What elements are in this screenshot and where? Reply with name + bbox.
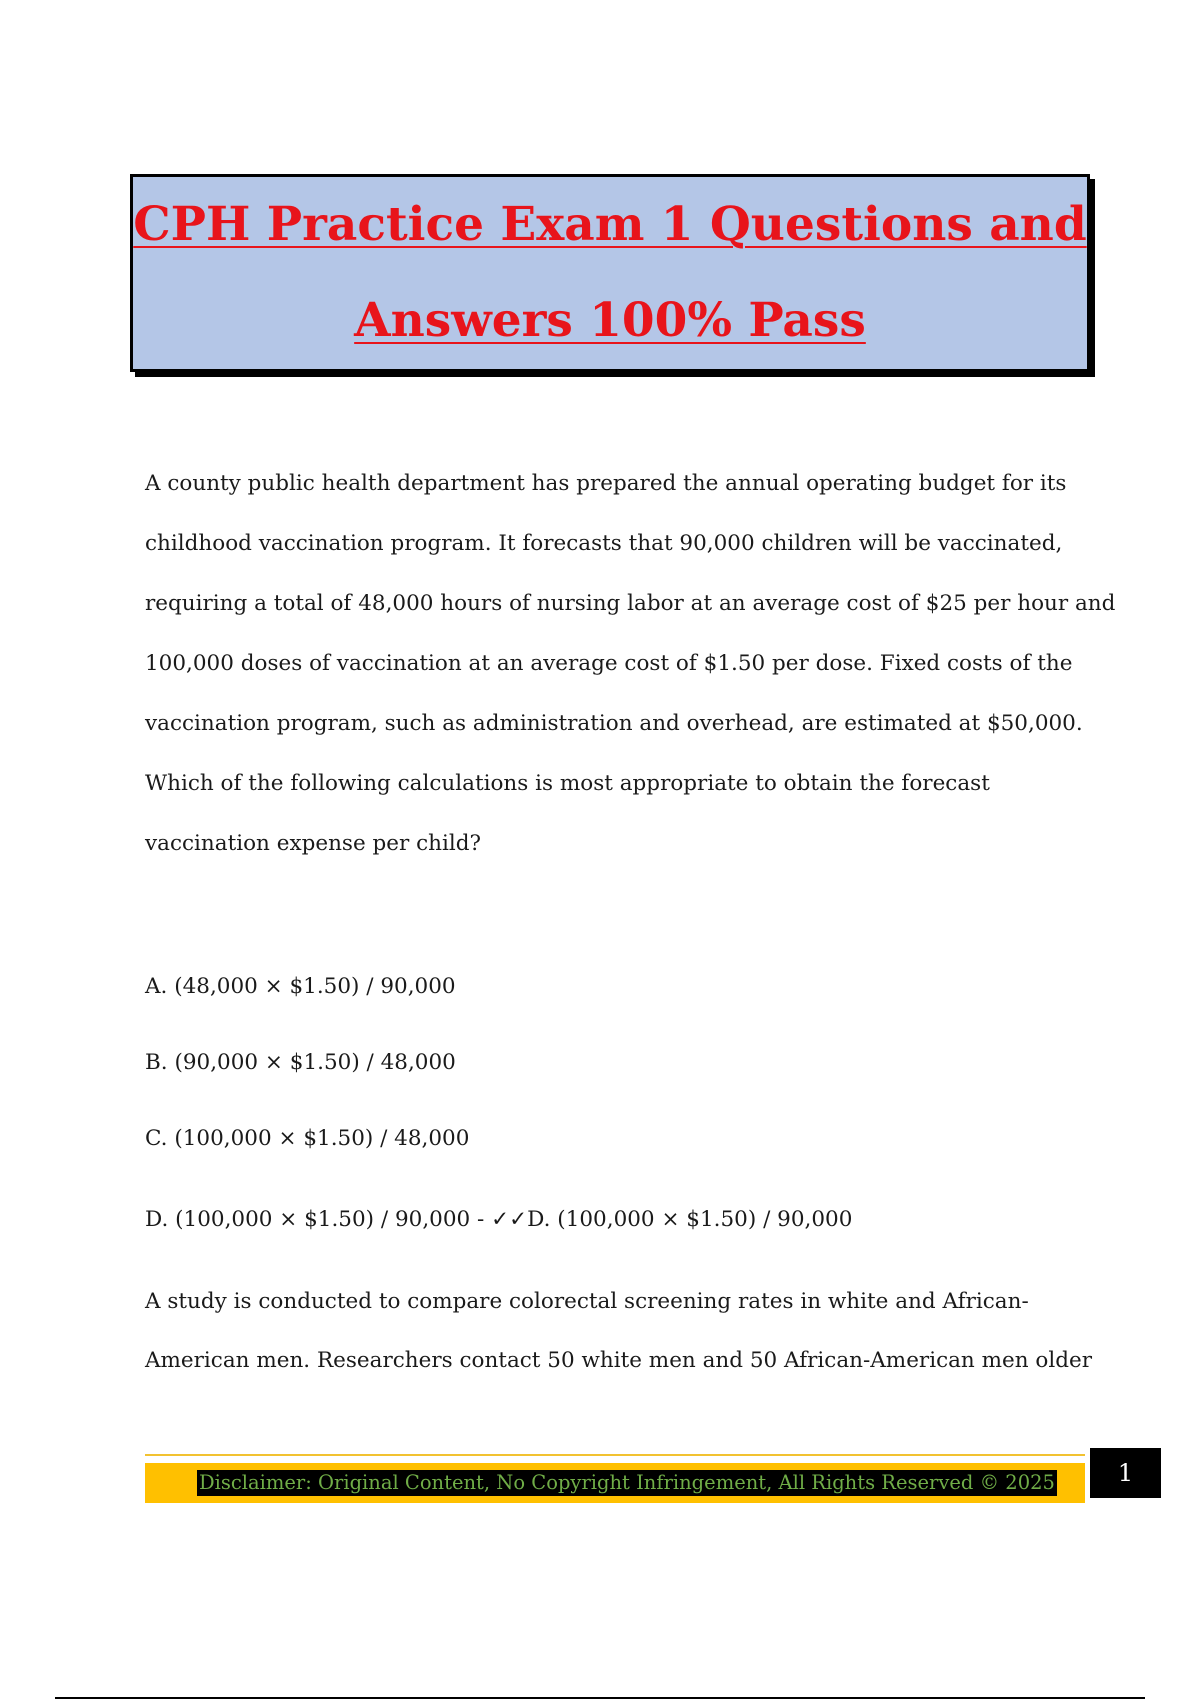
disclaimer-text: Disclaimer: Original Content, No Copyright Infringement, All Rights Reserved © 2025 xyxy=(199,1471,1055,1494)
option-d-with-answer xyxy=(145,1207,852,1232)
option-c: C. (100,000 × $1.50) / 48,000 xyxy=(145,1126,470,1151)
question-1-line: vaccination expense per child? xyxy=(145,831,482,856)
option-b: B. (90,000 × $1.50) / 48,000 xyxy=(145,1050,456,1075)
question-1-line: 100,000 doses of vaccination at an average cost of $1.50 per dose. Fixed costs of the xyxy=(145,651,1073,676)
document-title-line-2: Answers 100% Pass xyxy=(354,293,866,348)
question-1-line: childhood vaccination program. It forecasts that 90,000 children will be vaccinated, xyxy=(145,531,1063,556)
option-d: D. (100,000 × $1.50) / 90,000 - xyxy=(145,1207,492,1232)
option-a: A. (48,000 × $1.50) / 90,000 xyxy=(145,974,456,999)
title-box xyxy=(130,174,1090,372)
page-bottom-divider xyxy=(55,1697,1145,1699)
question-2-line: A study is conducted to compare colorectal screening rates in white and African- xyxy=(145,1289,1029,1314)
page-number: 1 xyxy=(1090,1448,1161,1498)
document-title-line-1: CPH Practice Exam 1 Questions and xyxy=(133,197,1087,252)
answer-text: D. (100,000 × $1.50) / 90,000 xyxy=(527,1207,853,1232)
question-1-line: A county public health department has prepared the annual operating budget for its xyxy=(145,471,1067,496)
question-1-text xyxy=(145,454,1116,874)
double-check-icon: ✓✓ xyxy=(491,1207,528,1232)
question-1-line: vaccination program, such as administration and overhead, are estimated at $50,000. xyxy=(145,711,1083,736)
footer-divider xyxy=(145,1454,1085,1456)
question-2-line: American men. Researchers contact 50 white men and 50 African-American men older xyxy=(145,1348,1092,1373)
question-1-line: Which of the following calculations is most appropriate to obtain the forecast xyxy=(145,771,990,796)
question-2-text xyxy=(145,1272,1092,1390)
question-1-line: requiring a total of 48,000 hours of nursing labor at an average cost of $25 per hour and xyxy=(145,591,1116,616)
